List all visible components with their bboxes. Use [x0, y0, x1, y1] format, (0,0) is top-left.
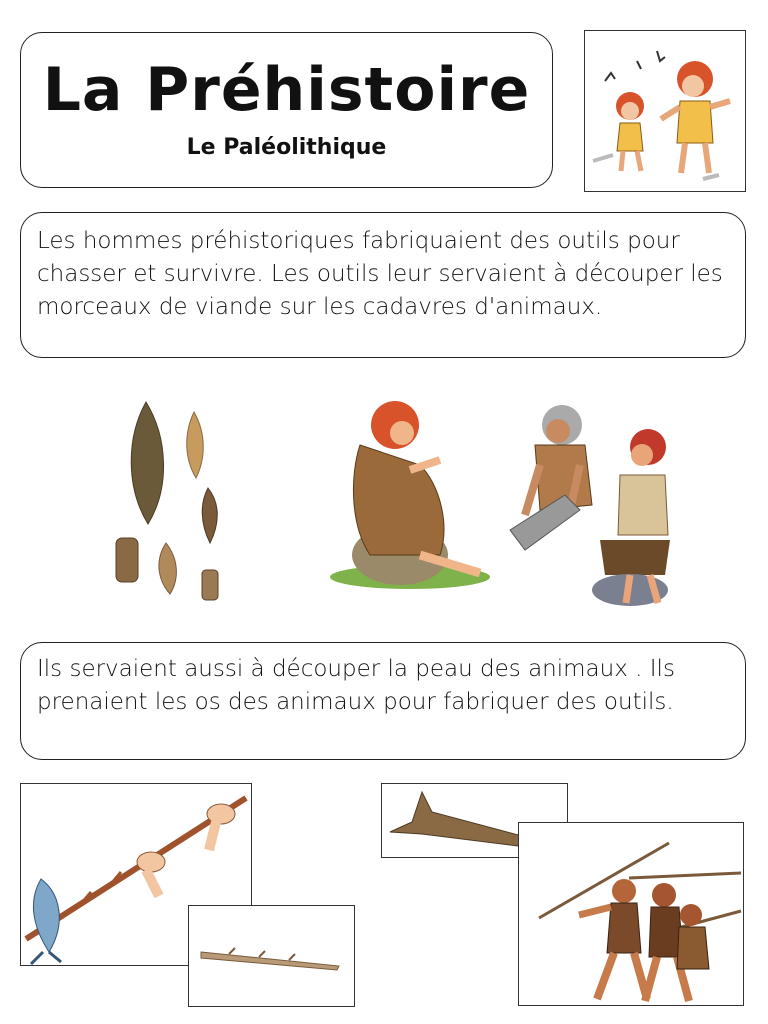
toolmaking-cavemen-illustration-icon	[330, 385, 680, 607]
flint-tools-photo-icon	[108, 398, 238, 606]
page-title: La Préhistoire	[42, 55, 531, 125]
hunters-throwing-spears-illustration-icon	[519, 823, 743, 1005]
bone-harpoon-image	[188, 905, 355, 1007]
intro-text-box	[20, 212, 746, 358]
bones-text-box	[20, 642, 746, 760]
cartoon-cavemen-illustration-icon	[585, 31, 745, 191]
bones-paragraph: Ils servaient aussi à découper la peau des animaux . Ils prenaient les os des animaux pour fabriquer des outils.	[37, 656, 675, 715]
hunters-image	[518, 822, 744, 1006]
toolmaking-cavemen-image	[330, 385, 680, 607]
cartoon-cavemen-image	[584, 30, 746, 192]
intro-paragraph: Les hommes préhistoriques fabriquaient des outils pour chasser et survivre. Les outils leur servaient à découper les morceaux de viande sur les cadavres d'animaux.	[37, 228, 723, 320]
flint-tools-image	[108, 398, 238, 606]
title-box	[20, 32, 553, 188]
bone-harpoon-photo-icon	[189, 906, 354, 1006]
page-subtitle: Le Paléolithique	[186, 135, 387, 160]
